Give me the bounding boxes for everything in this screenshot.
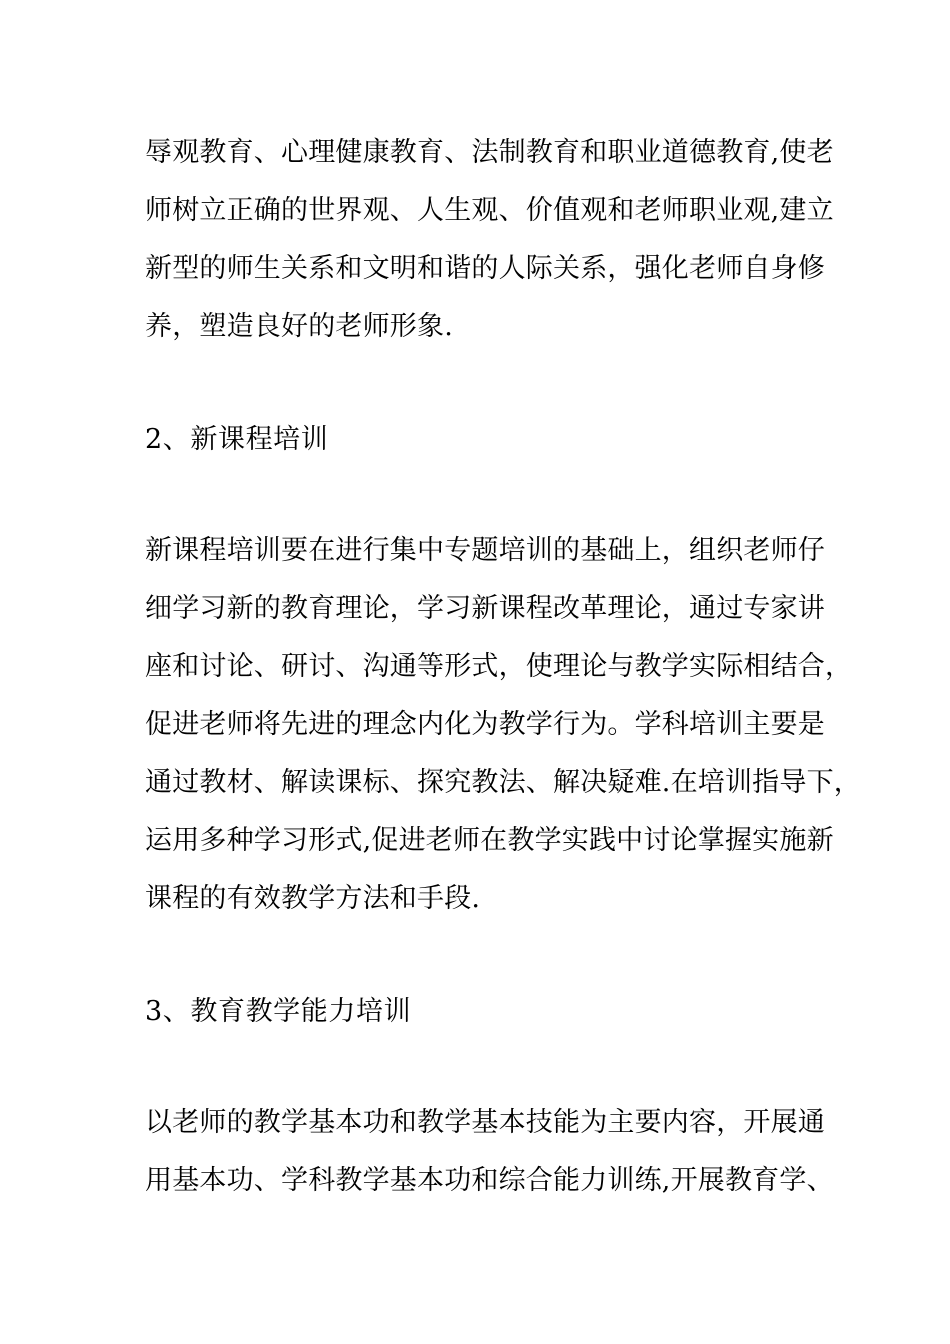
paragraph-1-line-4: 养，塑造良好的老师形象. <box>145 311 453 342</box>
paragraph-3-line-2: 用基本功、学科教学基本功和综合能力训练,开展教育学、 <box>145 1165 834 1196</box>
paragraph-2-line-3: 座和讨论、研讨、沟通等形式，使理论与教学实际相结合， <box>145 651 853 682</box>
paragraph-2-line-2: 细学习新的教育理论，学习新课程改革理论，通过专家讲 <box>145 593 825 624</box>
paragraph-1-line-1: 辱观教育、心理健康教育、法制教育和职业道德教育,使老 <box>145 137 834 168</box>
paragraph-1-line-2: 师树立正确的世界观、人生观、价值观和老师职业观,建立 <box>145 195 834 226</box>
paragraph-1-line-3: 新型的师生关系和文明和谐的人际关系，强化老师自身修 <box>145 253 825 284</box>
paragraph-2-line-5: 通过教材、解读课标、探究教法、解决疑难.在培训指导下， <box>145 767 861 798</box>
paragraph-2-line-4: 促进老师将先进的理念内化为教学行为。学科培训主要是 <box>145 709 825 740</box>
paragraph-3-line-1: 以老师的教学基本功和教学基本技能为主要内容，开展通 <box>145 1107 825 1138</box>
section-heading-2: 2、新课程培训 <box>145 424 329 455</box>
paragraph-2-line-7: 课程的有效教学方法和手段. <box>145 883 481 914</box>
paragraph-2-line-6: 运用多种学习形式,促进老师在教学实践中讨论掌握实施新 <box>145 825 834 856</box>
section-heading-3: 3、教育教学能力培训 <box>145 996 412 1027</box>
paragraph-2-line-1: 新课程培训要在进行集中专题培训的基础上，组织老师仔 <box>145 535 825 566</box>
